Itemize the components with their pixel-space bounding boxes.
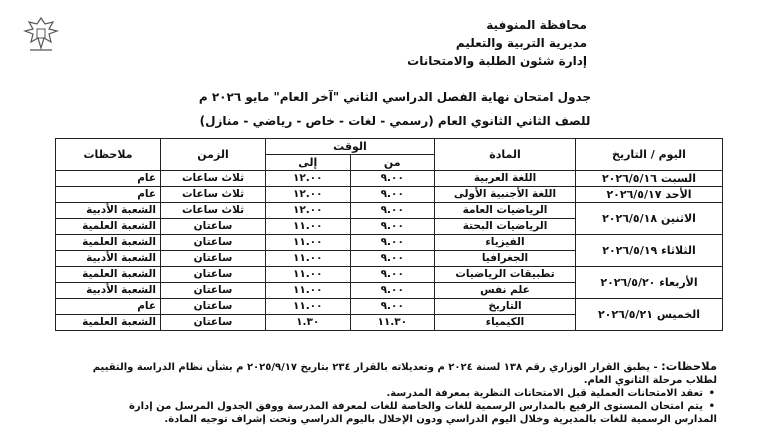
row-subject: الكيمياء bbox=[435, 315, 576, 331]
row-to: ١٢.٠٠ bbox=[266, 203, 351, 219]
row-to: ١٢.٠٠ bbox=[266, 187, 351, 203]
row-from: ٩.٠٠ bbox=[350, 235, 435, 251]
header-to: إلى bbox=[266, 155, 351, 171]
row-day: الثلاثاء ٢٠٢٦/٥/١٩ bbox=[576, 235, 723, 267]
header-day-date: اليوم / التاريخ bbox=[576, 139, 723, 171]
row-from: ٩.٠٠ bbox=[350, 283, 435, 299]
table-row bbox=[56, 299, 723, 315]
row-day: الأحد ٢٠٢٦/٥/١٧ bbox=[576, 187, 723, 203]
header-time: الوقت bbox=[266, 139, 435, 155]
header-notes: ملاحظات bbox=[56, 139, 161, 171]
row-duration: ساعتان bbox=[161, 315, 266, 331]
row-to: ١١.٠٠ bbox=[266, 251, 351, 267]
row-day: الاثنين ٢٠٢٦/٥/١٨ bbox=[576, 203, 723, 235]
row-notes: الشعبة العلمية bbox=[56, 267, 161, 283]
row-to: ١٢.٠٠ bbox=[266, 171, 351, 187]
row-to: ١١.٠٠ bbox=[266, 235, 351, 251]
notes-list bbox=[30, 387, 717, 413]
row-notes: عام bbox=[56, 171, 161, 187]
governorate-name: محافظة المنوفية bbox=[486, 18, 587, 32]
row-day: الخميس ٢٠٢٦/٥/٢١ bbox=[576, 299, 723, 331]
letterhead bbox=[267, 16, 587, 70]
directorate-name: مديرية التربية والتعليم bbox=[455, 36, 587, 50]
note-advanced-level-cont: المدارس الرسمية للغات بالمديرية وخلال اليوم الدراسي ودون الإخلال باليوم الدراسي وتحت إشراف توجيه المادة. bbox=[164, 414, 717, 425]
department-name: إدارة شئون الطلبة والامتحانات bbox=[407, 54, 587, 68]
row-to: ١١.٠٠ bbox=[266, 219, 351, 235]
row-duration: ساعتان bbox=[161, 283, 266, 299]
row-duration: ثلاث ساعات bbox=[161, 187, 266, 203]
row-from: ١١.٣٠ bbox=[350, 315, 435, 331]
table-row bbox=[56, 267, 723, 283]
schedule-title: جدول امتحان نهاية الفصل الدراسي الثاني "آخر العام" مايو ٢٠٢٦ م bbox=[198, 90, 592, 104]
eagle-emblem-icon bbox=[22, 14, 60, 54]
row-from: ٩.٠٠ bbox=[350, 203, 435, 219]
row-duration: ثلاث ساعات bbox=[161, 171, 266, 187]
row-subject: الفيزياء bbox=[435, 235, 576, 251]
row-from: ٩.٠٠ bbox=[350, 219, 435, 235]
row-subject: التاريخ bbox=[435, 299, 576, 315]
row-to: ١١.٠٠ bbox=[266, 283, 351, 299]
row-notes: الشعبة العلمية bbox=[56, 235, 161, 251]
row-subject: اللغة العربية bbox=[435, 171, 576, 187]
row-from: ٩.٠٠ bbox=[350, 187, 435, 203]
row-duration: ساعتان bbox=[161, 299, 266, 315]
table-row bbox=[56, 187, 723, 203]
row-to: ١١.٠٠ bbox=[266, 267, 351, 283]
row-to: ١.٣٠ bbox=[266, 315, 351, 331]
table-row bbox=[56, 235, 723, 251]
row-subject: اللغة الأجنبية الأولى bbox=[435, 187, 576, 203]
row-to: ١١.٠٠ bbox=[266, 299, 351, 315]
header-subject: المادة bbox=[435, 139, 576, 171]
row-duration: ساعتان bbox=[161, 267, 266, 283]
row-from: ٩.٠٠ bbox=[350, 299, 435, 315]
schedule-subtitle: للصف الثاني الثانوي العام (رسمي - لغات - خاص - رياضي - منازل) bbox=[199, 114, 591, 128]
row-subject: الرياضيات البحتة bbox=[435, 219, 576, 235]
row-notes: الشعبة العلمية bbox=[56, 315, 161, 331]
row-subject: علم نفس bbox=[435, 283, 576, 299]
row-from: ٩.٠٠ bbox=[350, 267, 435, 283]
row-day: الأربعاء ٢٠٢٦/٥/٢٠ bbox=[576, 267, 723, 299]
row-subject: الجغرافيا bbox=[435, 251, 576, 267]
table-row bbox=[56, 171, 723, 187]
row-notes: الشعبة العلمية bbox=[56, 219, 161, 235]
row-notes: الشعبة الأدبية bbox=[56, 283, 161, 299]
row-from: ٩.٠٠ bbox=[350, 251, 435, 267]
notes-label: ملاحظات: bbox=[661, 359, 717, 373]
row-day: السبت ٢٠٢٦/٥/١٦ bbox=[576, 171, 723, 187]
row-subject: تطبيقات الرياضيات bbox=[435, 267, 576, 283]
row-duration: ثلاث ساعات bbox=[161, 203, 266, 219]
table-row bbox=[56, 203, 723, 219]
row-notes: الشعبة الأدبية bbox=[56, 203, 161, 219]
table-header-row bbox=[56, 139, 723, 155]
notes-decree-cont: لطلاب مرحلة الثانوي العام. bbox=[583, 375, 717, 386]
exam-schedule-table bbox=[55, 138, 723, 331]
row-from: ٩.٠٠ bbox=[350, 171, 435, 187]
notes-section bbox=[30, 360, 717, 426]
header-duration: الزمن bbox=[161, 139, 266, 171]
row-notes: عام bbox=[56, 299, 161, 315]
row-duration: ساعتان bbox=[161, 219, 266, 235]
note-advanced-level: • يتم امتحان المستوى الرفيع بالمدارس الرسمية للغات والخاصة للغات لمعرفة المدرسة ووفق الجدول المرسل من إدارة bbox=[30, 400, 703, 413]
header-from: من bbox=[350, 155, 435, 171]
row-notes: عام bbox=[56, 187, 161, 203]
row-duration: ساعتان bbox=[161, 235, 266, 251]
row-subject: الرياضيات العامة bbox=[435, 203, 576, 219]
notes-decree: - يطبق القرار الوزاري رقم ١٣٨ لسنة ٢٠٢٤ م وتعديلاته بالقرار ٢٣٤ بتاريخ ٢٠٢٥/٩/١٧ م بشأن نظام الدراسة والتقييم bbox=[92, 362, 658, 373]
row-duration: ساعتان bbox=[161, 251, 266, 267]
note-practical-exams: • تعقد الامتحانات العملية قبل الامتحانات النظرية بمعرفة المدرسة. bbox=[30, 387, 703, 400]
row-notes: الشعبة الأدبية bbox=[56, 251, 161, 267]
